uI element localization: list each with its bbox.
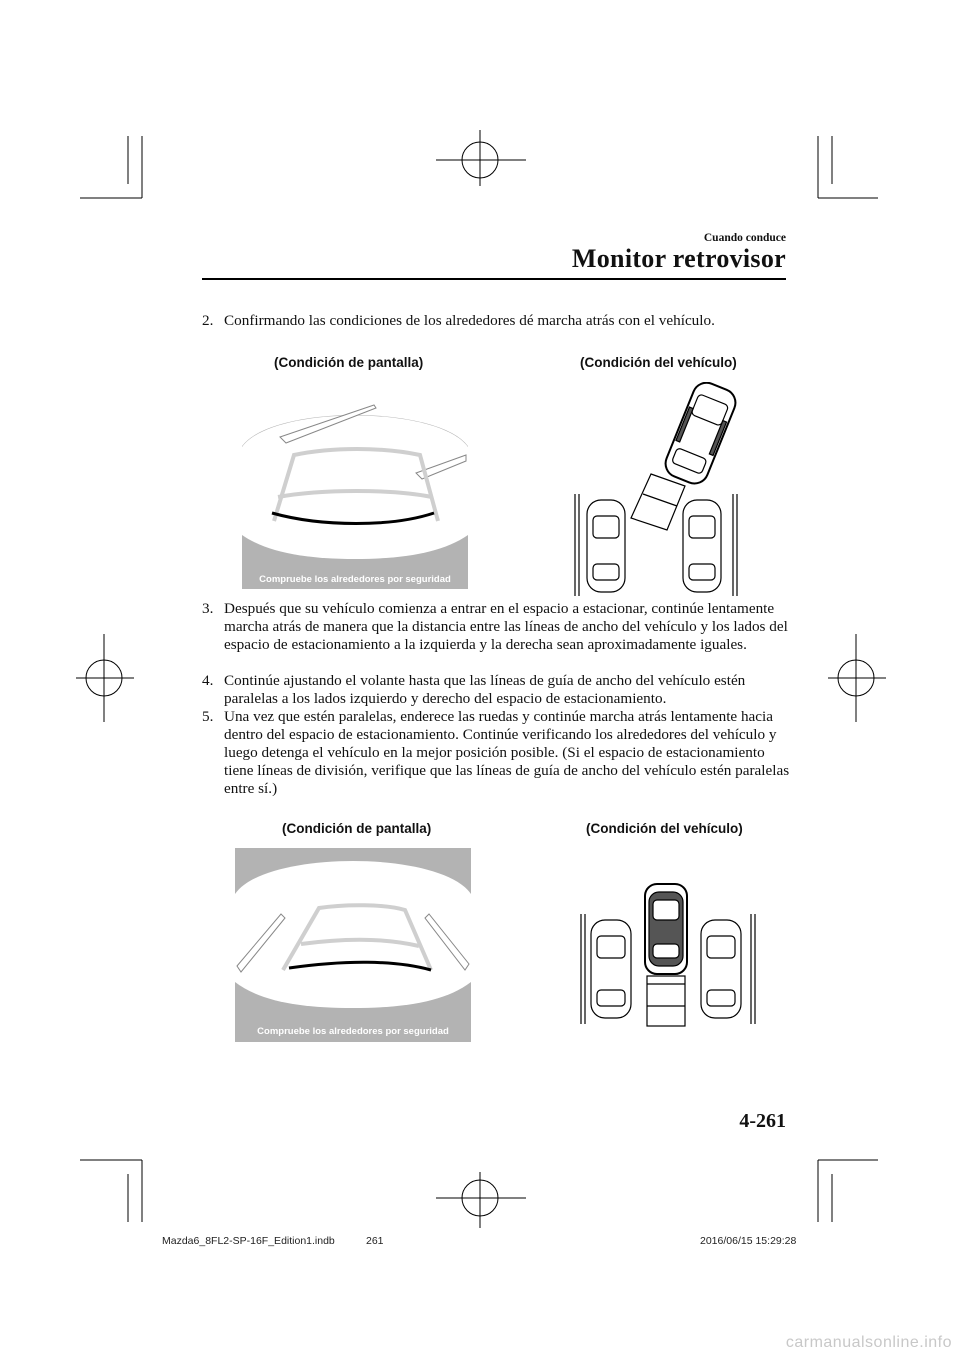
page-number: 4-261 [739,1110,786,1132]
step-number: 5. [202,708,214,725]
step-3 [202,600,792,654]
vehicle-caption-1: (Condición del vehículo) [580,355,737,370]
section-title: Monitor retrovisor [571,244,786,273]
camera-screen-figure-1 [242,403,468,589]
step-text: Continúe ajustando el volante hasta que las líneas de guía de ancho del vehículo estén paralelas a los lados izquierdo y derecho del espacio de estacionamiento. [224,672,746,707]
watermark: carmanualsonline.info [785,1334,952,1351]
step-text: Una vez que estén paralelas, enderece las ruedas y continúe marcha atrás lentamente hacia dentro del espacio de estacionamiento. Continúe verificando los alrededores del vehículo y luego detenga el vehículo en la mejor posición posible. (Si el espacio de estacionamiento tiene líneas de división, verifique que las líneas de guía de ancho del vehículo estén paralelas entre sí.) [224,708,790,797]
header-rule [202,278,786,280]
screen-caption-1: (Condición de pantalla) [274,355,424,370]
step-number: 2. [202,312,214,329]
footer-file: Mazda6_8FL2-SP-16F_Edition1.indb [162,1235,335,1247]
screen-caption-2: (Condición de pantalla) [282,821,432,836]
step-4 [202,672,792,708]
footer-timestamp: 2016/06/15 15:29:28 [700,1235,797,1247]
footer-file-page: 261 [366,1235,384,1247]
step-2 [202,312,792,330]
section-label: Cuando conduce [703,232,786,244]
vehicle-diagram-figure-2 [575,880,765,1028]
step-number: 4. [202,672,214,689]
screen-message-1: Compruebe los alrededores por seguridad [259,574,451,585]
step-text: Después que su vehículo comienza a entrar en el espacio a estacionar, continúe lentamente marcha atrás de manera que la distancia entre las líneas de ancho del vehículo y los lados del espacio de estacionamiento a la izquierda y la derecha sean aproximadamente iguales. [224,600,788,653]
step-5 [202,708,792,798]
vehicle-caption-2: (Condición del vehículo) [586,821,743,836]
vehicle-diagram-figure-1 [565,382,751,600]
step-number: 3. [202,600,214,617]
screen-message-2: Compruebe los alrededores por seguridad [257,1026,449,1037]
step-text: Confirmando las condiciones de los alrededores dé marcha atrás con el vehículo. [224,312,715,329]
camera-screen-figure-2 [235,848,471,1042]
